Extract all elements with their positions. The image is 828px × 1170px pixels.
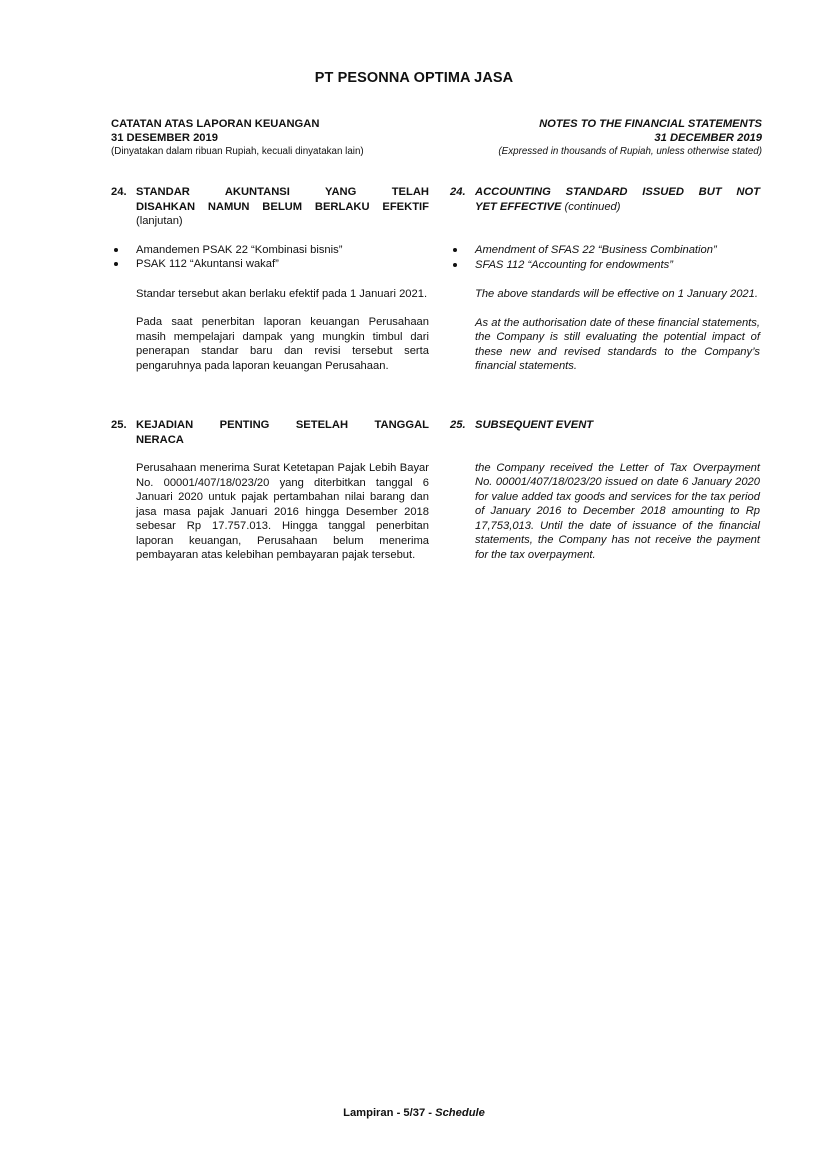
section-25-right — [450, 418, 760, 562]
page-footer — [0, 1107, 828, 1119]
section-24-left-para1: Standar tersebut akan berlaku efektif pada 1 Januari 2021. — [136, 287, 428, 300]
bullet-icon — [114, 248, 118, 252]
bullet-text: Amandemen PSAK 22 “Kombinasi bisnis” — [136, 243, 343, 256]
section-25-left-title-line2: NERACA — [136, 433, 184, 446]
header-right-date: 31 DECEMBER 2019 — [654, 131, 762, 144]
list-item — [111, 257, 429, 272]
header-right — [432, 118, 762, 159]
bullet-icon — [114, 262, 118, 266]
section-24-left — [111, 185, 429, 373]
bullet-text: SFAS 112 “Accounting for endowments” — [475, 258, 673, 271]
section-24-left-para2: Pada saat penerbitan laporan keuangan Perusahaan masih mempelajari dampak yang mungkin timbul dari penerapan standar baru dan revisi tersebut serta pengaruhnya pada laporan keuangan Perusahaan. — [136, 316, 429, 372]
bullet-text: PSAK 112 “Akuntansi wakaf” — [136, 258, 279, 270]
section-24-left-heading — [111, 185, 429, 200]
company-name: PT PESONNA OPTIMA JASA — [314, 70, 514, 86]
section-25-right-heading — [450, 418, 760, 433]
section-24-right-title-line2: YET EFFECTIVE — [475, 200, 562, 213]
section-25-right-para: the Company received the Letter of Tax Overpayment No. 00001/407/18/023/20 issued on date 6 January 2020 for value added tax goods and services for the tax period of January 2016 to December 2018 amounting to Rp 17,753,013. Until the date of issuance of the financial statements, the Company has not receive the payment for the tax overpayment. — [475, 461, 760, 561]
section-24-right-heading — [450, 185, 760, 200]
section-24-right-bullets — [450, 243, 760, 272]
header-right-title: NOTES TO THE FINANCIAL STATEMENTS — [539, 118, 762, 130]
footer-schedule-label: Schedule — [435, 1107, 485, 1119]
section-24-left-title-line1: STANDAR AKUNTANSI YANG TELAH — [136, 186, 429, 198]
list-item — [111, 243, 429, 258]
section-25-left — [111, 418, 429, 563]
section-24-left-bullets — [111, 243, 429, 272]
section-24-left-number: 24. — [111, 186, 127, 198]
section-25-left-para: Perusahaan menerima Surat Ketetapan Pajak Lebih Bayar No. 00001/407/18/023/20 yang diterbitkan tanggal 6 Januari 2020 untuk pajak pertambahan nilai barang dan jasa masa pajak Januari 2016 hingga Desember 2018 sebesar Rp 17.757.013. Hingga tanggal penerbitan laporan keuangan, Perusahaan belum menerima pembayaran atas kelebihan pembayaran pajak tersebut. — [136, 462, 429, 561]
header-left-title: CATATAN ATAS LAPORAN KEUANGAN — [111, 118, 320, 130]
header-right-note: (Expressed in thousands of Rupiah, unless otherwise stated) — [498, 146, 762, 157]
section-25-left-heading — [111, 418, 429, 433]
section-24-left-title-line2: DISAHKAN NAMUN BELUM BERLAKU EFEKTIF — [136, 200, 429, 213]
section-24-right — [450, 185, 760, 374]
section-24-left-heading-2 — [136, 200, 429, 215]
section-25-left-number: 25. — [111, 419, 127, 431]
section-24-right-para1: The above standards will be effective on 1 January 2021. — [475, 288, 758, 300]
header-left-note: (Dinyatakan dalam ribuan Rupiah, kecuali dinyatakan lain) — [111, 146, 364, 157]
section-25-right-number: 25. — [450, 419, 466, 431]
section-25-right-title: SUBSEQUENT EVENT — [475, 419, 594, 431]
section-24-right-heading-2 — [475, 200, 760, 215]
bullet-icon — [453, 248, 457, 252]
list-item — [450, 258, 760, 273]
section-25-left-heading-2 — [136, 433, 429, 448]
bullet-icon — [453, 263, 457, 267]
section-24-left-continued: (lanjutan) — [136, 215, 183, 227]
section-24-right-number: 24. — [450, 186, 466, 198]
list-item — [450, 243, 760, 258]
section-25-left-title-line1: KEJADIAN PENTING SETELAH TANGGAL — [136, 419, 429, 431]
section-24-right-para2: As at the authorisation date of these financial statements, the Company is still evaluating the potential impact of these new and revised standards to the Company’s financial statements. — [475, 316, 760, 372]
header-left-date: 31 DESEMBER 2019 — [111, 131, 218, 144]
bullet-text: Amendment of SFAS 22 “Business Combination” — [475, 244, 717, 256]
section-24-right-title-line1: ACCOUNTING STANDARD ISSUED BUT NOT — [475, 186, 760, 198]
section-24-right-continued: (continued) — [564, 200, 621, 213]
header-left — [111, 118, 441, 159]
footer-page-number: Lampiran - 5/37 - — [343, 1107, 436, 1119]
